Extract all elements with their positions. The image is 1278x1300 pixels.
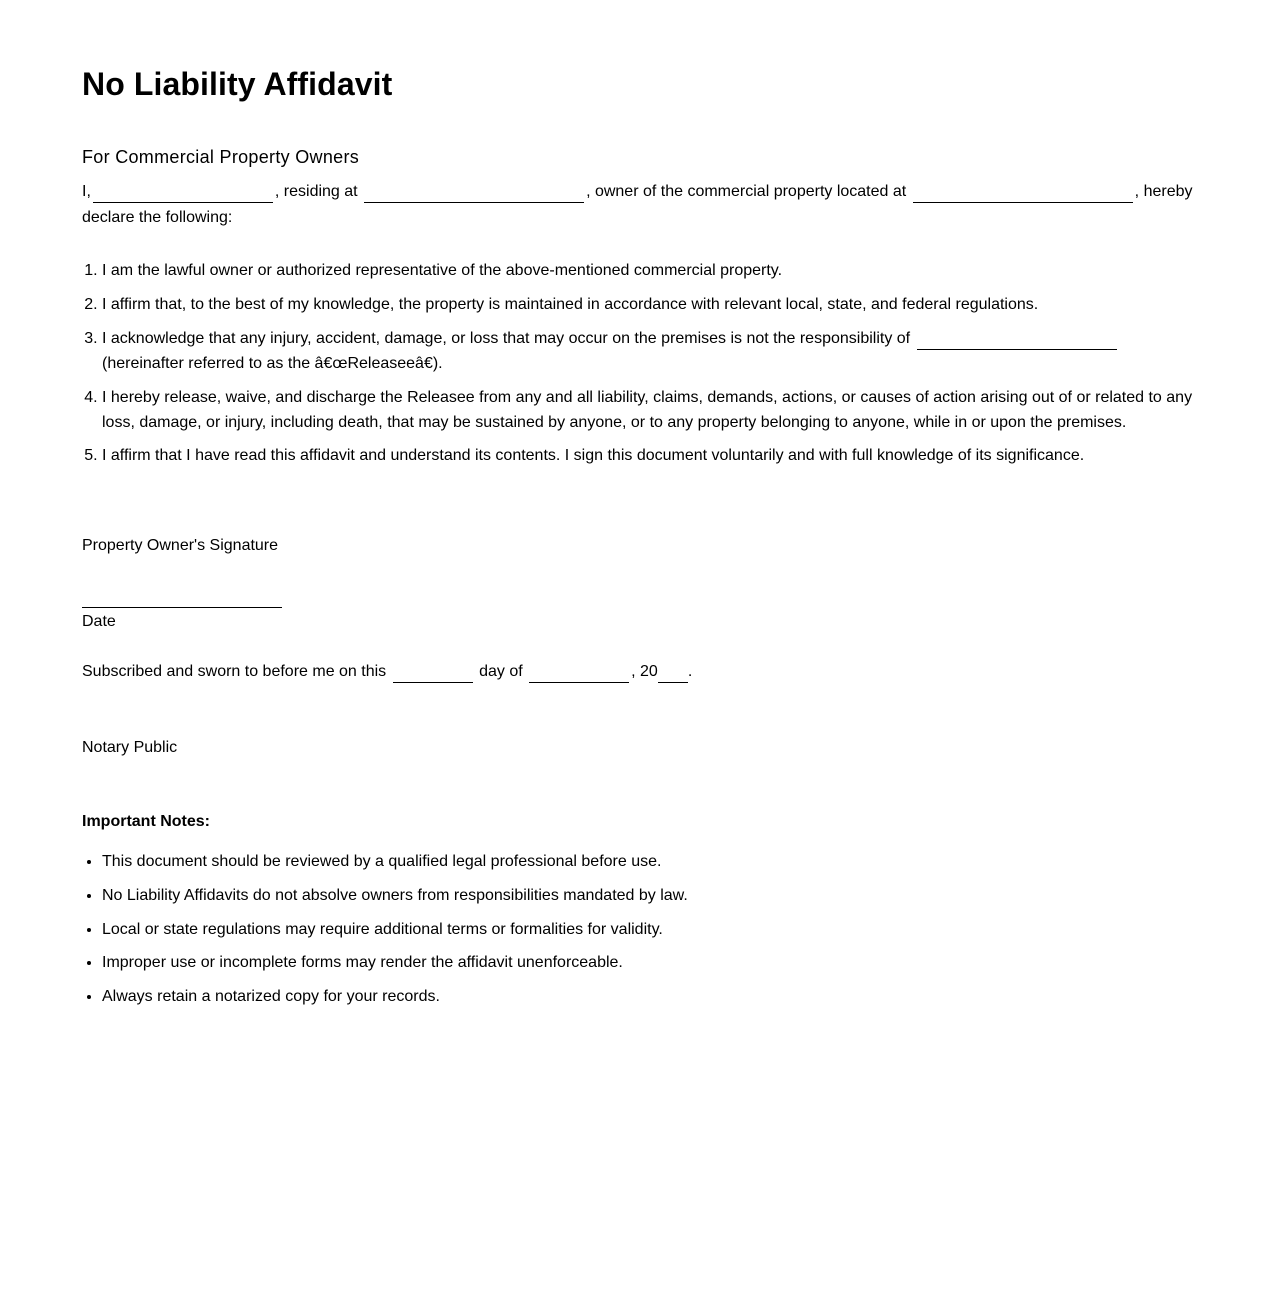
document-title: No Liability Affidavit bbox=[82, 66, 393, 102]
notary-label: Notary Public bbox=[82, 739, 178, 756]
day-blank[interactable] bbox=[393, 660, 473, 683]
note-item: • Always retain a notarized copy for your records. bbox=[102, 986, 982, 1008]
intro-text-4: , hereby declare the following: bbox=[82, 183, 1193, 226]
declaration-item bbox=[102, 326, 1197, 376]
intro-text-3: , owner of the commercial property located at bbox=[586, 183, 907, 200]
sworn-statement bbox=[82, 659, 692, 685]
declaration-item: 5. I affirm that I have read this affidavit and understand its contents. I sign this document voluntarily and with full knowledge of its significance. bbox=[102, 443, 1197, 468]
declaration-item: 4. I hereby release, waive, and discharge the Releasee from any and all liability, claims, demands, actions, or causes of action arising out of or related to any loss, damage, or injury, including death, that may be sustained by anyone, or to any property belonging to anyone, while in or upon the premises. bbox=[102, 385, 1197, 435]
year-blank[interactable] bbox=[658, 660, 688, 683]
declaration-3-space bbox=[910, 330, 914, 347]
intro-text-2: , residing at bbox=[274, 183, 358, 200]
signature-label: Property Owner's Signature bbox=[82, 537, 279, 554]
note-item: • This document should be reviewed by a qualified legal professional before use. bbox=[102, 851, 982, 873]
note-item: • Local or state regulations may require additional terms or formalities for validity. bbox=[102, 919, 982, 941]
declaration-3-text-cont: (hereinafter referred to as the â€œReleaseeâ€). bbox=[102, 355, 443, 372]
date-label: Date bbox=[82, 613, 116, 630]
declaration-item: 1. I am the lawful owner or authorized representative of the above-mentioned commercial property. bbox=[102, 258, 1197, 283]
residence-address-blank[interactable] bbox=[364, 180, 584, 203]
month-blank[interactable] bbox=[529, 660, 629, 683]
sworn-text-3: , 20 bbox=[631, 663, 658, 680]
declaration-3-text: I acknowledge that any injury, accident, damage, or loss that may occur on the premises is not the responsibility of bbox=[102, 330, 911, 347]
intro-paragraph bbox=[82, 179, 1197, 231]
sworn-text-4: . bbox=[687, 663, 693, 680]
notes-list bbox=[82, 851, 982, 1020]
sworn-text-1: Subscribed and sworn to before me on this bbox=[82, 663, 387, 680]
intro-text-1: I, bbox=[82, 183, 91, 200]
declarations-list bbox=[82, 258, 1197, 477]
releasee-name-blank[interactable] bbox=[917, 327, 1117, 350]
sworn-text-2: day of bbox=[479, 663, 523, 680]
note-item: • Improper use or incomplete forms may render the affidavit unenforceable. bbox=[102, 952, 982, 974]
notes-heading: Important Notes: bbox=[82, 813, 210, 830]
declaration-item: 2. I affirm that, to the best of my knowledge, the property is maintained in accordance with relevant local, state, and federal regulations. bbox=[102, 292, 1197, 317]
property-address-blank[interactable] bbox=[913, 180, 1133, 203]
note-item: • No Liability Affidavits do not absolve owners from responsibilities mandated by law. bbox=[102, 885, 982, 907]
owner-name-blank[interactable] bbox=[93, 180, 273, 203]
date-signature-line[interactable] bbox=[82, 607, 282, 608]
document-subtitle: For Commercial Property Owners bbox=[82, 147, 360, 167]
